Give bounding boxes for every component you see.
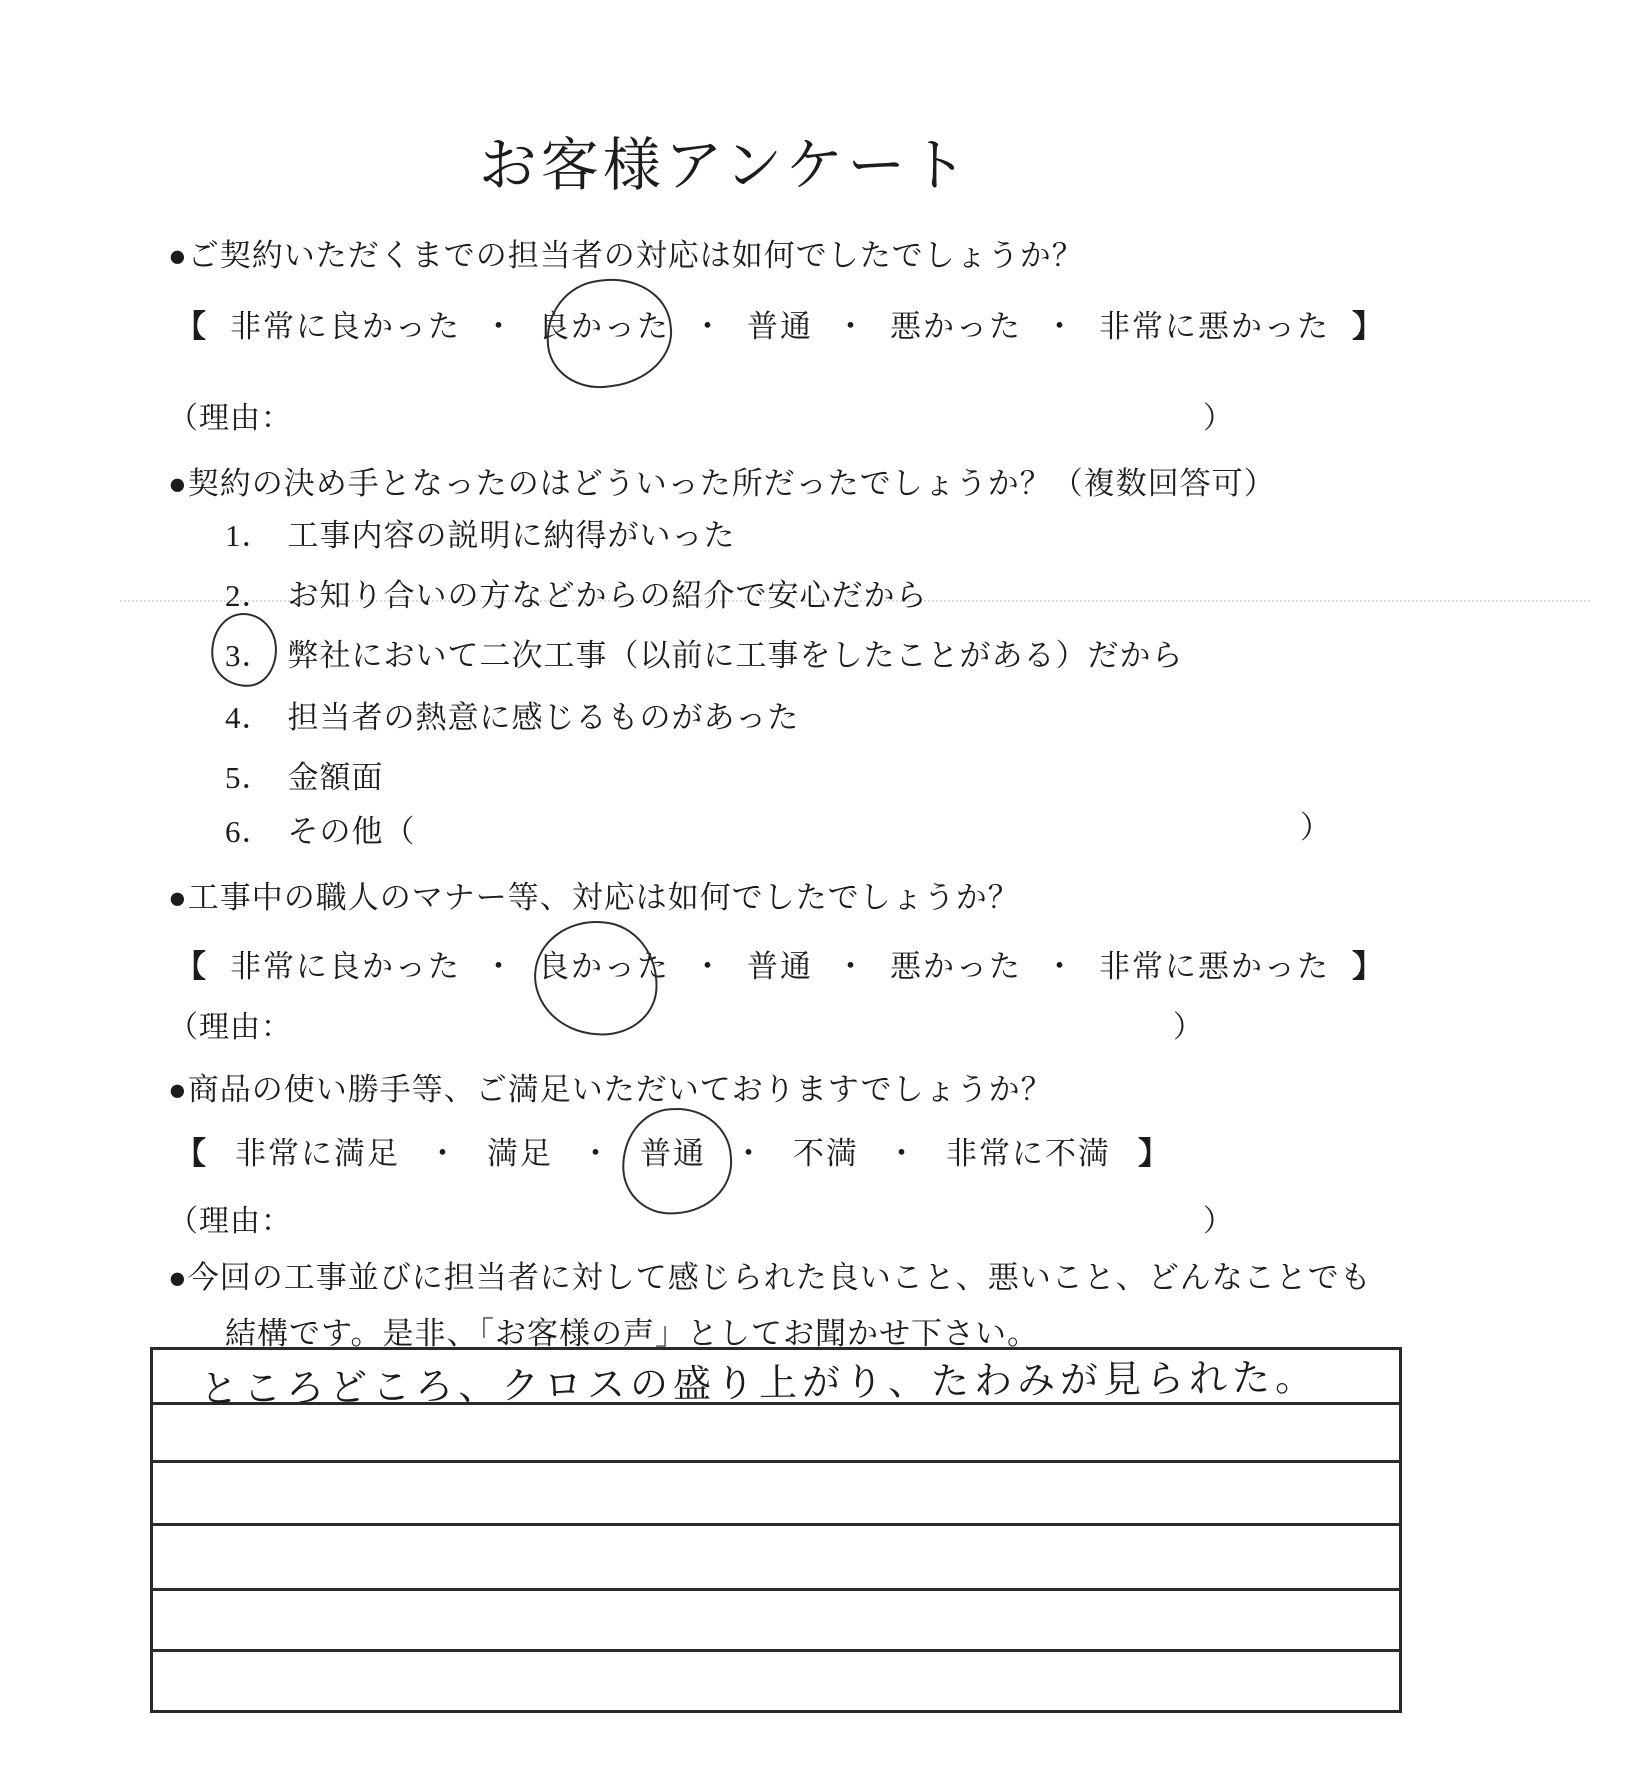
option-separator: ・ [835,309,868,344]
comment-row [153,1405,1399,1463]
q3-option-good: 良かった [538,949,670,984]
option-separator: ・ [886,1136,919,1171]
comment-row [153,1591,1399,1652]
q3-reason-line [168,1002,1204,1046]
q2-item-6-number: 6． [225,814,274,849]
q2-item-4-number: 4． [225,700,274,735]
q2-item-5-number: 5． [225,760,274,795]
handwritten-comment: ところどころ、クロスの盛り上がり、たわみが見られた。 [199,1355,1319,1411]
q2-item-3-selected [225,630,1184,675]
q3-option-very-good: 非常に良かった [230,949,461,984]
option-separator: ・ [483,309,516,344]
q2-item-6 [225,806,416,851]
q3-options [175,941,1385,986]
q2-item-2 [225,570,928,615]
q2-item-3-number [225,630,274,675]
q4-option-satisfied: 満足 [487,1136,553,1171]
q4-reason-line [168,1196,1234,1240]
q4-option-very-dissatisfied: 非常に不満 [946,1136,1111,1171]
option-separator: ・ [1044,309,1077,344]
q1-option-good-selected [538,301,670,346]
q1-option-normal: 普通 [747,309,813,344]
q1-option-very-bad: 非常に悪かった [1099,309,1330,344]
q2-item-5 [225,752,384,797]
q3-question: ●工事中の職人のマナー等、対応は如何でしたでしょうか？ [168,880,1020,915]
q1-options [175,301,1385,346]
bracket-close: 】 [1138,1136,1171,1171]
paren-close: ） [1203,1205,1234,1238]
q5-question-line2: 結構です。是非、「お客様の声」としてお聞かせ下さい。 [225,1316,1040,1351]
q2-other-paren-close: ） [1300,810,1331,845]
reason-label: （理由： [168,1205,292,1238]
bracket-open: 【 [175,949,208,984]
reason-label: （理由： [168,402,292,435]
scan-artifact-line [120,600,1590,602]
q5-question-line1: ●今回の工事並びに担当者に対して感じられた良いこと、悪いこと、どんなことでも [168,1260,1372,1295]
option-separator: ・ [733,1136,766,1171]
q4-option-normal: 普通 [640,1136,706,1171]
q1-reason-line [168,393,1234,437]
q1-question: ●ご契約いただくまでの担当者の対応は如何でしたでしょうか？ [168,238,1084,273]
q3-option-good-selected [538,941,670,986]
option-separator: ・ [692,949,725,984]
paren-close: ） [1173,1011,1204,1044]
bracket-open: 【 [175,309,208,344]
reason-label: （理由： [168,1011,292,1044]
q4-option-normal-selected [640,1128,706,1173]
page-title: お客様アンケート [478,133,972,198]
q2-item-6-label: その他（ [287,814,416,849]
q2-question: ●契約の決め手となったのはどういった所だったでしょうか？（複数回答可） [168,466,1276,501]
q4-options [175,1128,1171,1173]
q2-item-5-label: 金額面 [287,760,384,795]
q4-question: ●商品の使い勝手等、ご満足いただいておりますでしょうか？ [168,1072,1053,1107]
q2-item-4 [225,692,799,737]
option-separator: ・ [1044,949,1077,984]
comment-row [153,1652,1399,1710]
q3-option-normal: 普通 [747,949,813,984]
option-separator: ・ [835,949,868,984]
comment-row [153,1526,1399,1591]
q4-option-very-satisfied: 非常に満足 [235,1136,400,1171]
q2-item-1-number: 1． [225,518,274,553]
q3-option-very-bad: 非常に悪かった [1099,949,1330,984]
bracket-close: 】 [1352,309,1385,344]
q2-item-1-label: 工事内容の説明に納得がいった [287,518,736,553]
q2-item-2-label: お知り合いの方などからの紹介で安心だから [287,578,928,613]
q3-option-bad: 悪かった [890,949,1022,984]
option-separator: ・ [580,1136,613,1171]
paren-close: ） [1203,402,1234,435]
q4-option-dissatisfied: 不満 [793,1136,859,1171]
q2-item-2-number: 2． [225,578,274,613]
comment-row [153,1463,1399,1526]
bracket-close: 】 [1352,949,1385,984]
q2-item-3-number-label: 3． [225,638,274,673]
option-separator: ・ [692,309,725,344]
q2-item-3-label: 弊社において二次工事（以前に工事をしたことがある）だから [287,638,1184,673]
q1-option-good: 良かった [538,309,670,344]
bracket-open: 【 [175,1136,208,1171]
option-separator: ・ [483,949,516,984]
q1-option-very-good: 非常に良かった [230,309,461,344]
option-separator: ・ [427,1136,460,1171]
q2-item-4-label: 担当者の熱意に感じるものがあった [287,700,800,735]
q2-item-1 [225,510,736,555]
q1-option-bad: 悪かった [890,309,1022,344]
